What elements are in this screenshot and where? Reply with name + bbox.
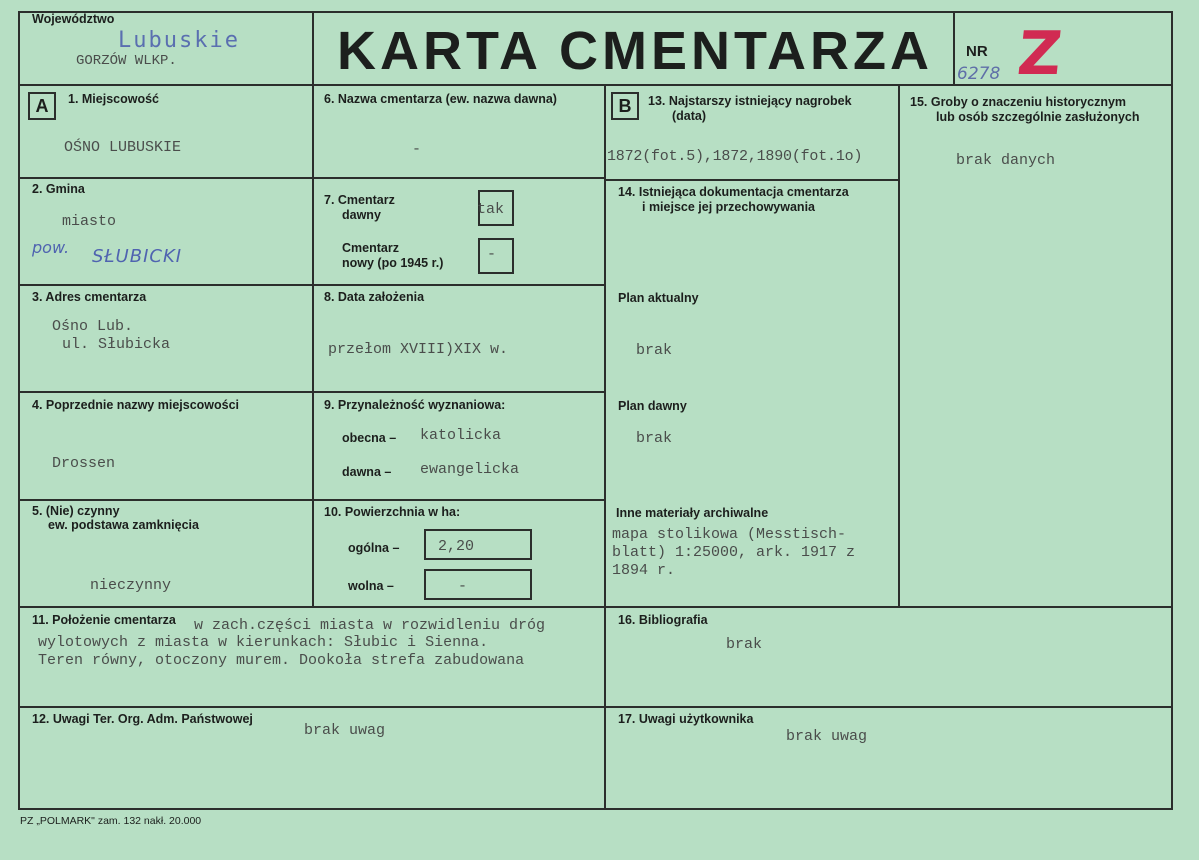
field-12-value: brak uwag [304,722,386,739]
rule [604,84,606,808]
rule [953,11,955,84]
field-16-value: brak [726,636,763,653]
field-3-value-line1: Ośno Lub. [52,318,134,335]
field-6-label: 6. Nazwa cmentarza (ew. nazwa dawna) [324,92,557,106]
rule [18,11,20,810]
field-2-label: 2. Gmina [32,182,85,196]
field-15-value: brak danych [956,152,1056,169]
archive-materials-line1: mapa stolikowa (Messtisch- [612,526,847,543]
field-16-label: 16. Bibliografia [618,613,708,627]
field-13-value: 1872(fot.5),1872,1890(fot.1o) [607,148,863,165]
rule [18,11,1173,13]
field-5-label-line2: ew. podstawa zamknięcia [48,518,199,532]
field-7-nowy-value: - [487,246,497,263]
field-15-label-line2: lub osób szczególnie zasłużonych [936,110,1140,124]
field-14-label-line1: 14. Istniejąca dokumentacja cmentarza [618,185,849,199]
field-7-label-nowy-1: Cmentarz [342,241,399,255]
field-9-obecna-label: obecna – [342,431,397,445]
archive-materials-line2: blatt) 1:25000, ark. 1917 z [612,544,856,561]
field-5-value: nieczynny [90,577,172,594]
nr-label: NR [966,43,988,60]
plan-current-label: Plan aktualny [618,291,699,305]
plan-current-value: brak [636,342,673,359]
field-2-hand-prefix: pow. [32,238,70,257]
field-11-line2: wylotowych z miasta w kierunkach: Słubic i Sienna. [38,634,489,651]
voivodeship-sub: GORZÓW WLKP. [76,53,177,69]
field-13-label-line2: (data) [672,109,707,123]
field-10-wolna-value: - [458,578,468,595]
field-17-value: brak uwag [786,728,868,745]
red-mark: Z [1014,19,1066,89]
field-10-ogolna-value: 2,20 [438,538,475,555]
plan-old-label: Plan dawny [618,399,687,413]
field-17-label: 17. Uwagi użytkownika [618,712,754,726]
rule [18,808,1173,810]
rule [18,84,1173,86]
field-9-dawna-value: ewangelicka [420,461,520,478]
field-10-ogolna-label: ogólna – [348,541,400,555]
section-a-letter: A [28,92,56,120]
plan-old-value: brak [636,430,673,447]
field-2-value: miasto [62,213,117,230]
field-15-label-line1: 15. Groby o znaczeniu historycznym [910,95,1127,109]
field-9-dawna-label: dawna – [342,465,392,479]
field-7-dawny-value: tak [477,201,505,218]
rule [898,84,900,606]
field-11-line1: w zach.części miasta w rozwidleniu dróg [194,617,546,634]
field-4-label: 4. Poprzednie nazwy miejscowości [32,398,240,412]
field-12-label: 12. Uwagi Ter. Org. Adm. Państwowej [32,712,253,726]
field-11-line3: Teren równy, otoczony murem. Dookoła strefa zabudowana [38,652,525,669]
section-b-letter: B [611,92,639,120]
field-8-label: 8. Data założenia [324,290,425,304]
field-6-value: - [412,141,422,158]
field-5-label-line1: 5. (Nie) czynny [32,504,120,518]
field-4-value: Drossen [52,455,116,472]
field-7-label-dawny-1: 7. Cmentarz [324,193,395,207]
field-7-label-nowy-2: nowy (po 1945 r.) [342,256,444,270]
rule [18,706,1173,708]
field-9-obecna-value: katolicka [420,427,502,444]
archive-materials-label: Inne materiały archiwalne [616,506,769,520]
field-1-label: 1. Miejscowość [68,92,160,106]
voivodeship-label: Województwo [32,12,115,26]
field-11-label: 11. Położenie cmentarza [32,613,176,627]
field-3-label: 3. Adres cmentarza [32,290,147,304]
field-10-label: 10. Powierzchnia w ha: [324,505,461,519]
field-2-hand-value: SŁUBICKI [92,246,183,267]
rule [312,11,314,606]
field-13-label-line1: 13. Najstarszy istniejący nagrobek [648,94,852,108]
field-10-wolna-label: wolna – [348,579,394,593]
field-7-label-dawny-2: dawny [342,208,381,222]
printer-imprint: PZ „POLMARK" zam. 132 nakł. 20.000 [20,815,202,827]
rule [606,179,898,181]
field-10-wolna-box [424,569,532,600]
rule [18,606,1173,608]
field-8-value: przełom XVIII)XIX w. [328,341,509,358]
rule [1171,11,1173,810]
nr-value: 6278 [957,64,1001,84]
field-14-label-line2: i miejsce jej przechowywania [642,200,815,214]
page-title: KARTA CMENTARZA [337,21,933,81]
field-9-label: 9. Przynależność wyznaniowa: [324,398,506,412]
voivodeship-stamp: Lubuskie [118,28,240,53]
field-1-value: OŚNO LUBUSKIE [64,139,182,156]
field-3-value-line2: ul. Słubicka [62,336,171,353]
archive-materials-line3: 1894 r. [612,562,676,579]
